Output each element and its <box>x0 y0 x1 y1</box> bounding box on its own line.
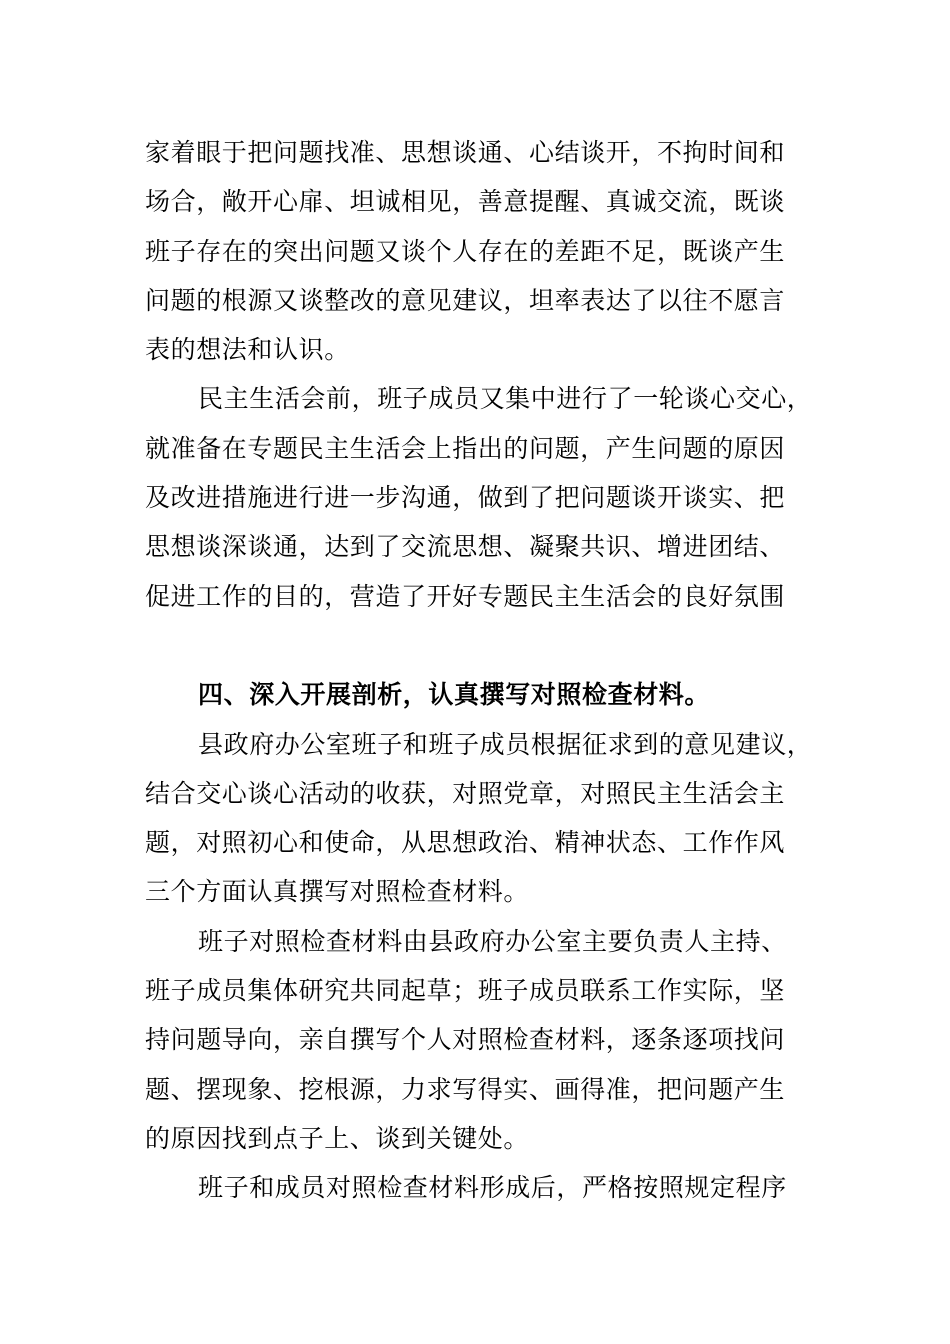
paragraph <box>145 374 825 620</box>
text-line: 就准备在专题民主生活会上指出的问题，产生问题的原因 <box>145 433 786 463</box>
paragraph <box>145 720 825 917</box>
text-line: 表的想法和认识。 <box>145 335 350 365</box>
text-line: 班子存在的突出问题又谈个人存在的差距不足，既谈产生 <box>145 236 786 266</box>
text-line: 促进工作的目的，营造了开好专题民主生活会的良好氛围 <box>145 581 786 611</box>
text-line: 问题的根源又谈整改的意见建议，坦率表达了以往不愿言 <box>145 285 786 315</box>
text-line: 思想谈深谈通，达到了交流思想、凝聚共识、增进团结、 <box>145 532 786 562</box>
paragraph <box>145 917 825 1163</box>
text-line: 县政府办公室班子和班子成员根据征求到的意见建议， <box>198 729 813 759</box>
text-line: 的原因找到点子上、谈到关键处。 <box>145 1123 530 1153</box>
text-line: 三个方面认真撰写对照检查材料。 <box>145 877 530 907</box>
section-heading: 四、深入开展剖析，认真撰写对照检查材料。 <box>198 680 711 710</box>
text-line: 结合交心谈心活动的收获，对照党章，对照民主生活会主 <box>145 778 786 808</box>
text-line: 家着眼于把问题找准、思想谈通、心结谈开，不拘时间和 <box>145 138 786 167</box>
text-line: 及改进措施进行进一步沟通，做到了把问题谈开谈实、把 <box>145 483 786 513</box>
text-line: 场合，敞开心扉、坦诚相见，善意提醒、真诚交流，既谈 <box>145 187 786 217</box>
text-line: 班子对照检查材料由县政府办公室主要负责人主持、 <box>198 926 787 956</box>
document-body <box>145 128 825 1213</box>
paragraph <box>145 1163 825 1212</box>
text-line: 民主生活会前，班子成员又集中进行了一轮谈心交心， <box>198 384 813 414</box>
text-line: 班子成员集体研究共同起草；班子成员联系工作实际，坚 <box>145 976 786 1006</box>
blank-line <box>145 621 825 670</box>
text-line: 持问题导向，亲自撰写个人对照检查材料，逐条逐项找问 <box>145 1025 786 1055</box>
paragraph-continuation <box>145 128 825 374</box>
text-line: 题、摆现象、挖根源，力求写得实、画得准，把问题产生 <box>145 1074 786 1104</box>
text-line: 班子和成员对照检查材料形成后，严格按照规定程序 <box>198 1173 787 1203</box>
text-line: 题，对照初心和使命，从思想政治、精神状态、工作作风 <box>145 828 786 858</box>
